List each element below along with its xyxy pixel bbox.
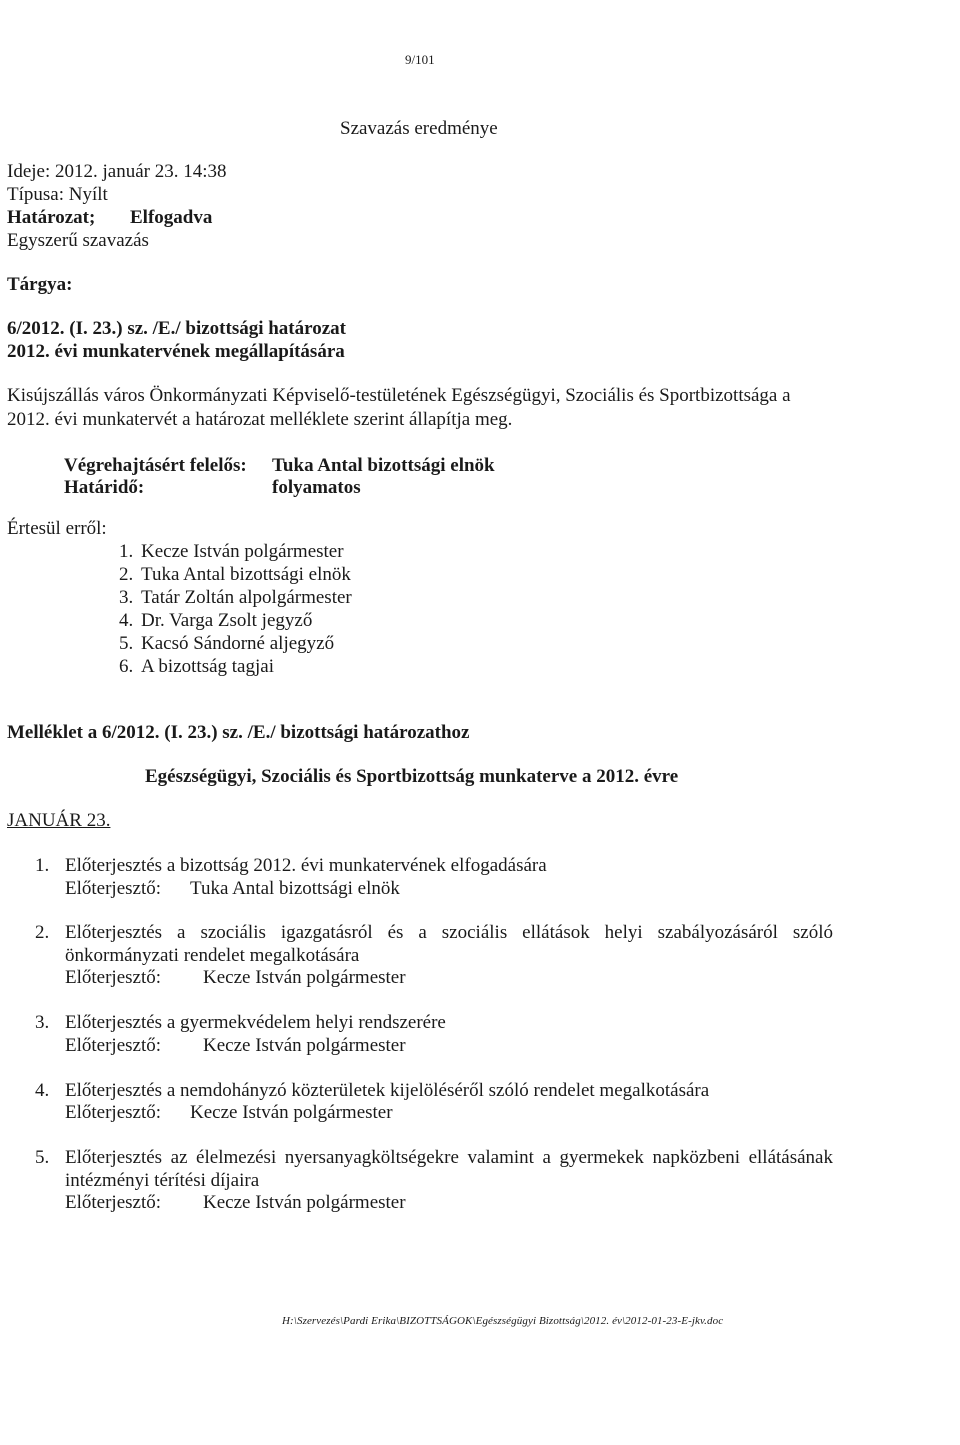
page-number: 9/101 bbox=[405, 52, 435, 67]
agenda-item-title: Előterjesztés az élelmezési nyersanyagköltségekre valamint a gyermekek napközbeni ellátásának bbox=[65, 1147, 833, 1168]
agenda-item-title-cont: intézményi térítési díjaira bbox=[65, 1170, 260, 1191]
resolution-subject: 2012. évi munkatervének megállapítására bbox=[7, 341, 345, 362]
list-item: 4. Dr. Varga Zsolt jegyző bbox=[119, 610, 313, 631]
decision-label: Határozat; bbox=[7, 207, 96, 228]
resolution-body-line2: 2012. évi munkatervét a határozat melléklete szerint állapítja meg. bbox=[7, 409, 513, 430]
list-item: 3. Tatár Zoltán alpolgármester bbox=[119, 587, 352, 608]
presenter-name: Kecze István polgármester bbox=[203, 1192, 406, 1213]
presenter-label: Előterjesztő: bbox=[65, 1192, 162, 1213]
vote-kind: Egyszerű szavazás bbox=[7, 230, 149, 251]
page-title: Szavazás eredménye bbox=[340, 118, 498, 139]
deadline-value: folyamatos bbox=[272, 477, 361, 498]
responsible-label: Végrehajtásért felelős: bbox=[64, 455, 247, 476]
attachment-heading: Melléklet a 6/2012. (I. 23.) sz. /E./ bizottsági határozathoz bbox=[7, 722, 470, 743]
responsible-value: Tuka Antal bizottsági elnök bbox=[272, 455, 495, 476]
plan-title: Egészségügyi, Szociális és Sportbizottság munkaterve a 2012. évre bbox=[145, 766, 679, 787]
decision-result: Elfogadva bbox=[130, 207, 213, 228]
agenda-item-title: Előterjesztés a bizottság 2012. évi munkatervének elfogadására bbox=[65, 855, 547, 876]
presenter-name: Tuka Antal bizottsági elnök bbox=[190, 878, 400, 899]
vote-type: Típusa: Nyílt bbox=[7, 184, 108, 205]
presenter-name: Kecze István polgármester bbox=[203, 967, 406, 988]
agenda-item-number: 1. bbox=[35, 855, 50, 876]
agenda-item-title-cont: önkormányzati rendelet megalkotására bbox=[65, 945, 360, 966]
subject-label: Tárgya: bbox=[7, 274, 73, 295]
agenda-item-number: 5. bbox=[35, 1147, 50, 1168]
footer-file-path: H:\Szervezés\Pardi Erika\BIZOTTSÁGOK\Egészségügyi Bizottság\2012. év\2012-01-23-E-jkv.doc bbox=[282, 1315, 724, 1327]
agenda-item-title: Előterjesztés a nemdohányzó közterületek kijelöléséről szóló rendelet megalkotására bbox=[65, 1080, 710, 1101]
presenter-label: Előterjesztő: bbox=[65, 967, 162, 988]
list-item: 5. Kacsó Sándorné aljegyző bbox=[119, 633, 335, 654]
presenter-label: Előterjesztő: bbox=[65, 878, 162, 899]
resolution-number: 6/2012. (I. 23.) sz. /E./ bizottsági határozat bbox=[7, 318, 346, 339]
list-item: 1. Kecze István polgármester bbox=[119, 541, 344, 562]
agenda-item-number: 4. bbox=[35, 1080, 50, 1101]
presenter-name: Kecze István polgármester bbox=[190, 1102, 393, 1123]
list-item: 6. A bizottság tagjai bbox=[119, 656, 274, 677]
resolution-body-line1: Kisújszállás város Önkormányzati Képviselő-testületének Egészségügyi, Szociális és Sportbizottsága a bbox=[7, 385, 791, 406]
agenda-item-title: Előterjesztés a gyermekvédelem helyi rendszerére bbox=[65, 1012, 446, 1033]
presenter-label: Előterjesztő: bbox=[65, 1035, 162, 1056]
month-heading: JANUÁR 23. bbox=[7, 810, 111, 831]
agenda-item-number: 3. bbox=[35, 1012, 50, 1033]
deadline-label: Határidő: bbox=[64, 477, 145, 498]
notify-label: Értesül erről: bbox=[7, 518, 107, 539]
presenter-name: Kecze István polgármester bbox=[203, 1035, 406, 1056]
agenda-item-title: Előterjesztés a szociális igazgatásról és a szociális ellátások helyi szabályozásáról szóló bbox=[65, 922, 833, 943]
presenter-label: Előterjesztő: bbox=[65, 1102, 162, 1123]
list-item: 2. Tuka Antal bizottsági elnök bbox=[119, 564, 351, 585]
vote-time: Ideje: 2012. január 23. 14:38 bbox=[7, 161, 227, 182]
agenda-item-number: 2. bbox=[35, 922, 50, 943]
